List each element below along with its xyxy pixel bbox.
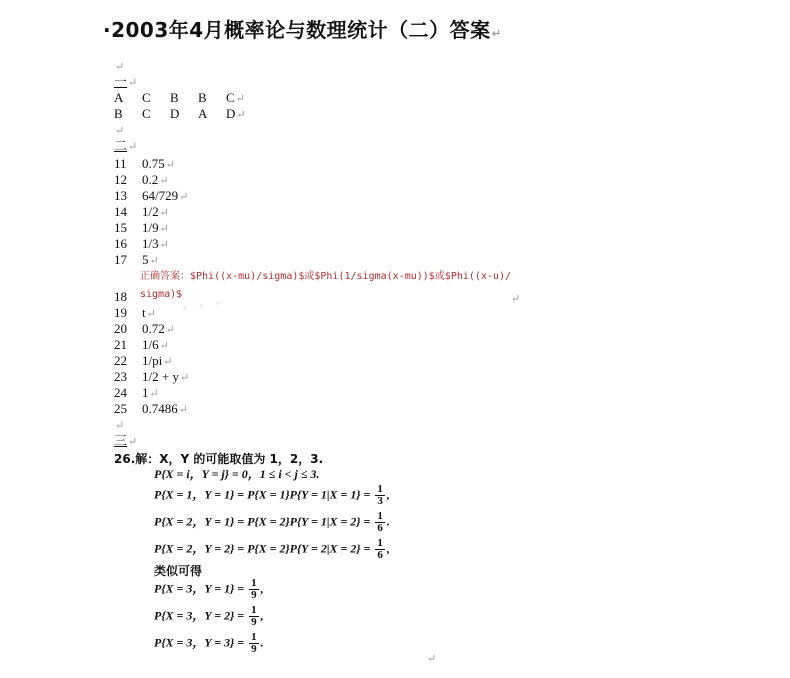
blank-line: ↵ — [115, 420, 125, 432]
fraction: $\frac{1}{9}$ — [251, 577, 257, 601]
watermark: · · · — [178, 288, 224, 325]
section-3-heading: 三↵ — [114, 434, 138, 449]
answer-line: 17 5↵ — [114, 252, 159, 267]
answer-line: 14 1/2↵ — [114, 204, 169, 219]
q26-line-4: P{X = 2，Y = 2} = P{X = 2}P{Y = 2|X = 2} = $\frac{1}{6}$ , — [154, 537, 390, 561]
answer-line: 15 1/9↵ — [114, 220, 169, 235]
q26-line-7: P{X = 3，Y = 3} = $\frac{1}{9}$ . — [154, 631, 264, 655]
q26-similar: 类似可得 — [154, 564, 203, 578]
q26-head: 26.解：X，Y 的可能取值为 1，2，3. — [114, 452, 324, 466]
fraction: $\frac{1}{9}$ — [251, 604, 257, 628]
section-2-heading: 二↵ — [114, 139, 138, 154]
q26-line-3: P{X = 2，Y = 1} = P{X = 2}P{Y = 1|X = 2} = $\frac{1}{6}$ . — [154, 510, 390, 534]
correct-answer-17: 正确答案：$Phi((x-mu)/sigma)$或$Phi(1/sigma(x-mu))$或$Phi((x-u)/sigma)$ — [140, 271, 512, 300]
answer-line: 18 — [114, 289, 127, 304]
fraction: $\frac{1}{3}$ — [377, 483, 383, 507]
q26-line-6: P{X = 3，Y = 2} = $\frac{1}{9}$ , — [154, 604, 264, 628]
blank-line: ↵ — [115, 61, 125, 73]
answer-line: 23 1/2 + y↵ — [114, 369, 190, 384]
answer-line: 22 1/pi↵ — [114, 353, 173, 368]
q26-line-1: P{X = i，Y = j} = 0，1 ≤ i < j ≤ 3. — [154, 467, 320, 481]
page-title: ·2003年4月概率论与数理统计（二）答案↵ — [103, 18, 502, 42]
fraction: $\frac{1}{6}$ — [377, 537, 383, 561]
para-mark: ↵ — [511, 293, 521, 305]
fraction: $\frac{1}{6}$ — [377, 510, 383, 534]
blank-line: ↵ — [115, 125, 125, 137]
answer-line: 16 1/3↵ — [114, 236, 169, 251]
q26-line-2: P{X = 1，Y = 1} = P{X = 1}P{Y = 1|X = 1} = $\frac{1}{3}$ , — [154, 483, 390, 507]
answer-line: 24 1↵ — [114, 385, 159, 400]
answer-line: 19 t↵ — [114, 305, 156, 320]
answer-line: 25 0.7486↵ — [114, 401, 188, 416]
answer-line: 11 0.75↵ — [114, 156, 175, 171]
q26-line-5: P{X = 3，Y = 1} = $\frac{1}{9}$ , — [154, 577, 264, 601]
mc-row-1: A C B B C↵ — [114, 90, 245, 105]
para-mark: ↵ — [427, 653, 437, 665]
fraction: $\frac{1}{9}$ — [251, 631, 257, 655]
mc-row-2: B C D A D↵ — [114, 106, 246, 121]
answer-line: 20 0.72↵ — [114, 321, 175, 336]
answer-line: 21 1/6↵ — [114, 337, 169, 352]
answer-line: 12 0.2↵ — [114, 172, 169, 187]
answer-line: 13 64/729↵ — [114, 188, 189, 203]
section-1-heading: 一↵ — [114, 75, 138, 90]
